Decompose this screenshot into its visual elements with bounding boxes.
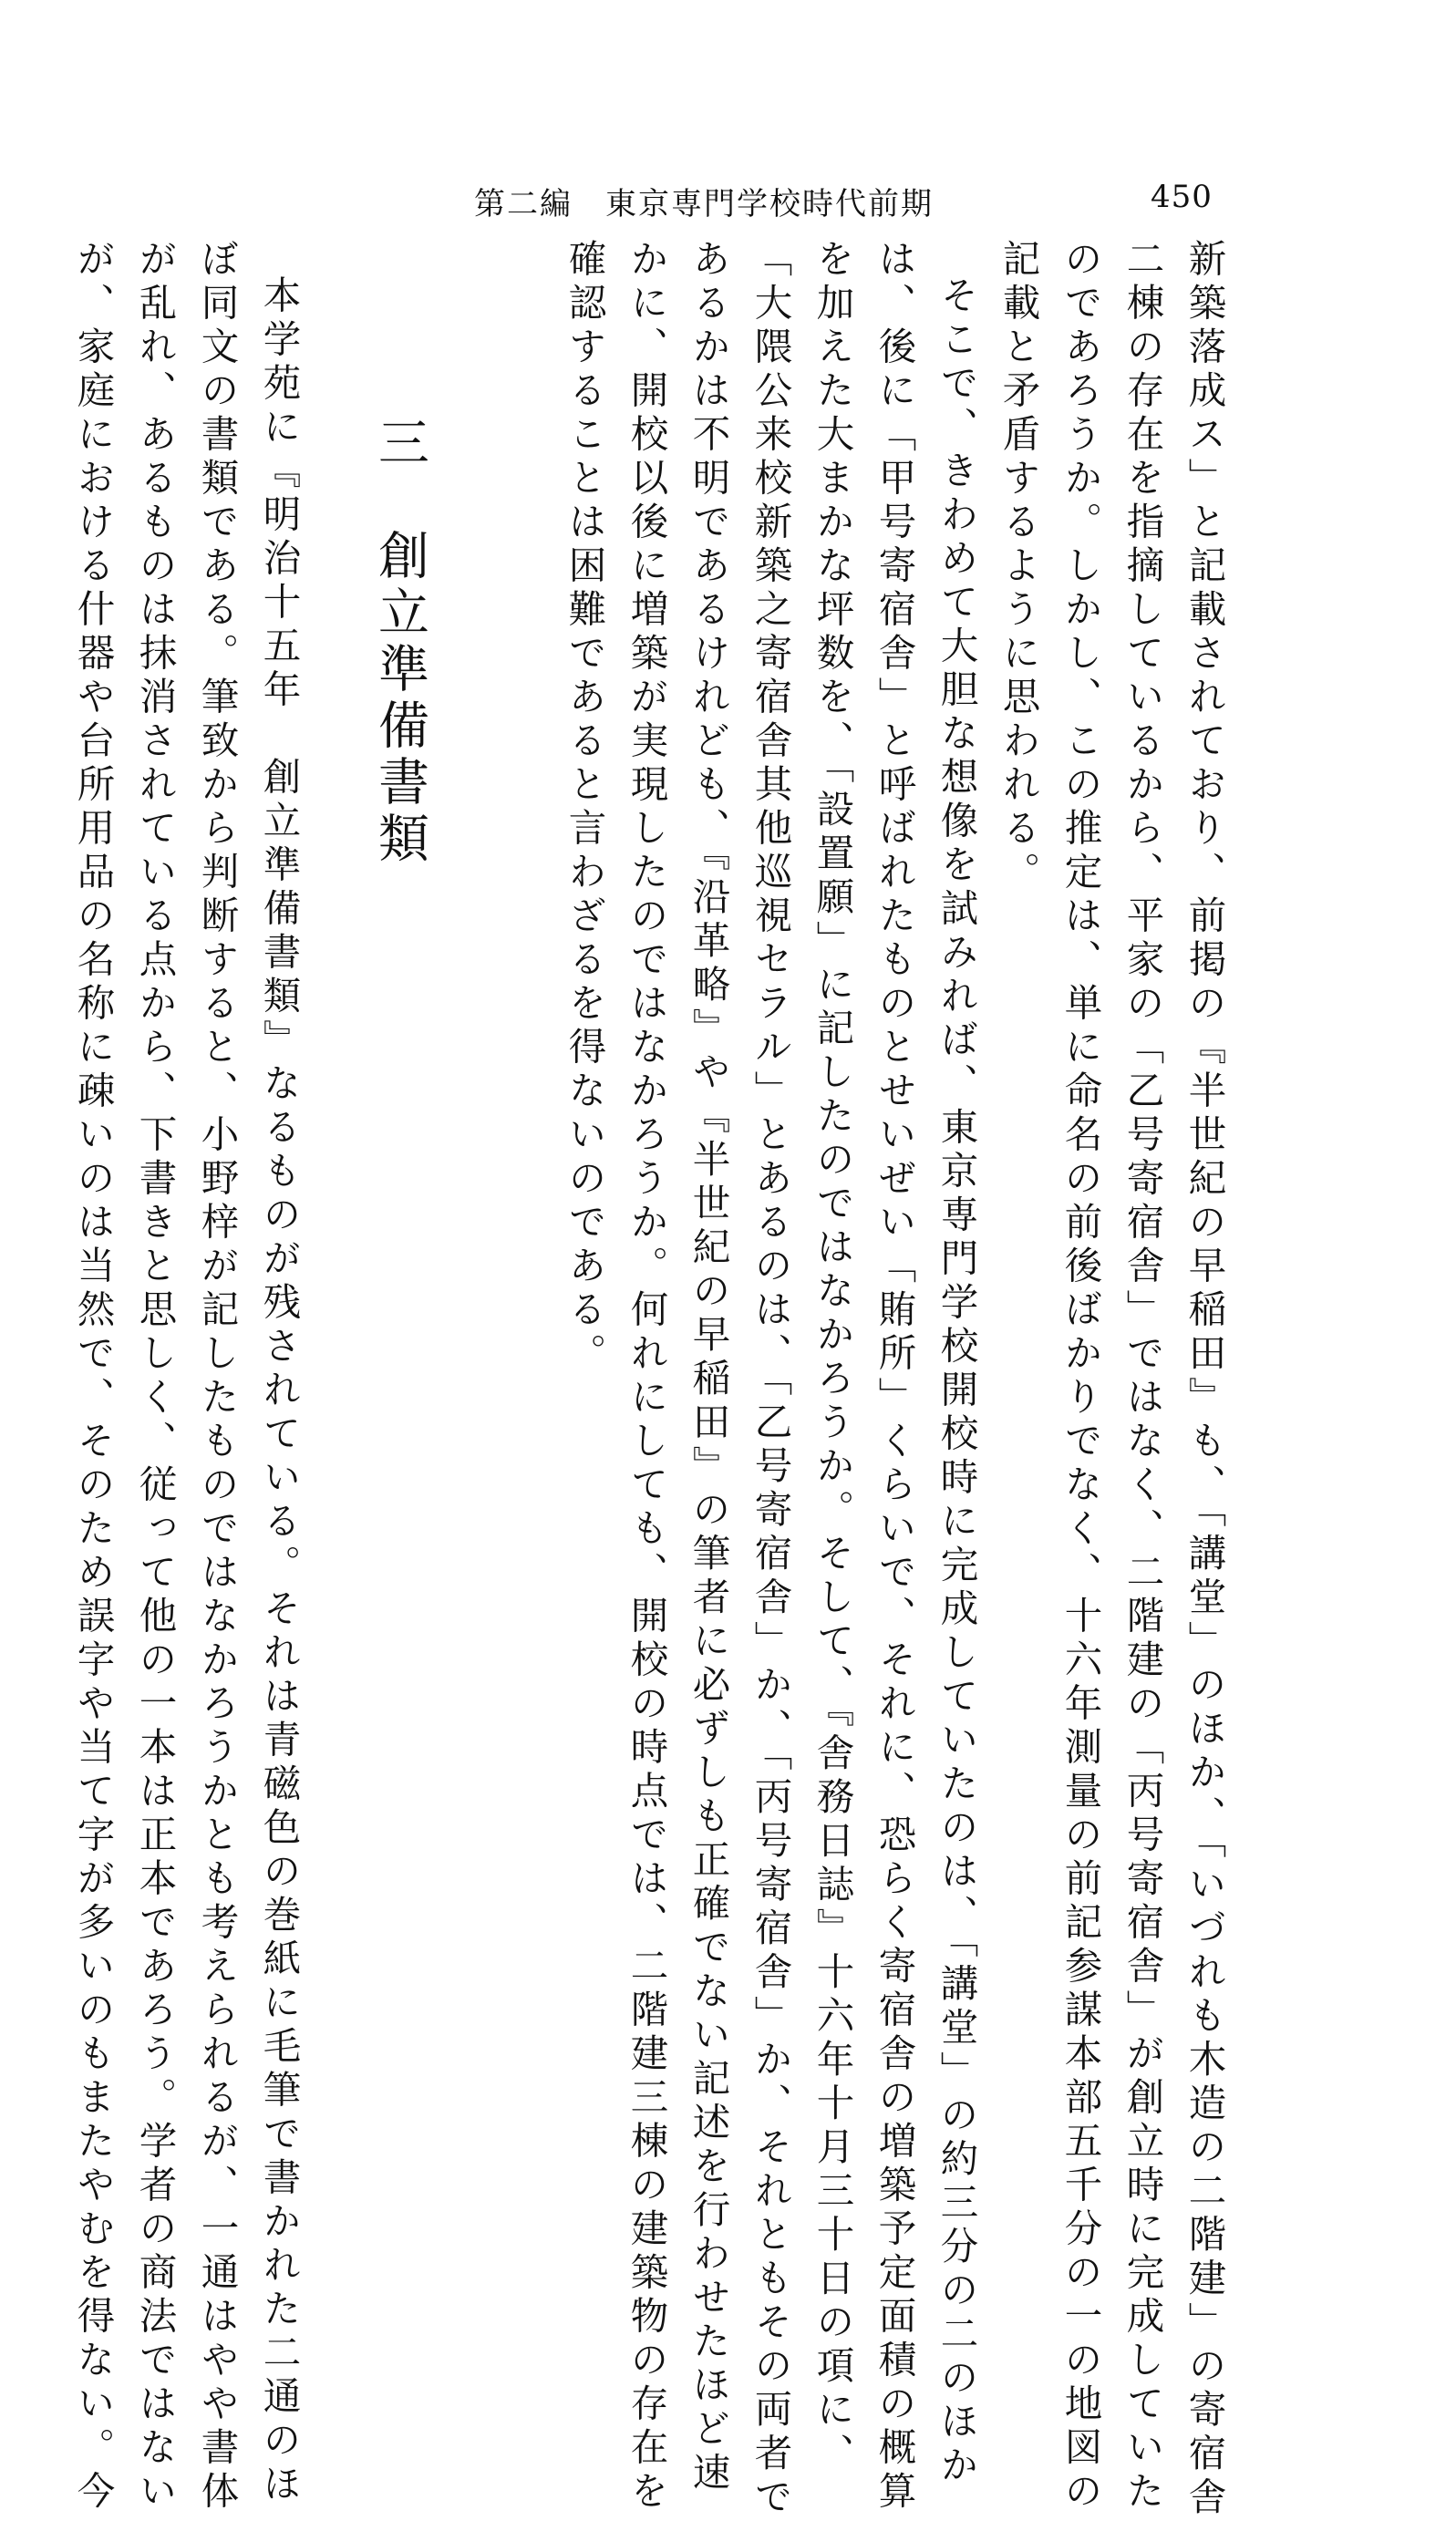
text-column: のであろうか。しかし、この推定は、単に命名の前後ばかりでなく、十六年測量の前記参謀本部五千分の一の地図の [1058,239,1103,2515]
text-column: あるかは不明であるけれども、『沿革略』や『半世紀の早稲田』の筆者に必ずしも正確でない記述を行わせたほど速 [686,239,731,2496]
text-column: 新築落成ス」と記載されており、前掲の『半世紀の早稲田』も、「講堂」のほか、「いづれも木造の二階建」の寄宿舎 [1182,239,1227,2521]
running-head: 第二編 東京専門学校時代前期 [474,186,934,222]
section-heading: 三 創立準備書類 [370,416,429,868]
text-column: そこで、きわめて大胆な想像を試みれば、東京専門学校開校時に完成していたのは、「講堂」の約三分の二のほか [934,275,979,2489]
text-column: 二棟の存在を指摘しているから、平家の「乙号寄宿舎」ではなく、二階建の「丙号寄宿舎」が創立時に完成していた [1120,239,1165,2515]
text-column: は、後に「甲号寄宿舎」と呼ばれたものとせいぜい「賄所」くらいで、それに、恐らく寄宿舎の増築予定面積の概算 [872,239,917,2515]
text-column: 確認することは困難であると言わざるを得ないのである。 [562,239,607,1377]
text-column: 「大隈公来校新築之寄宿舎其他巡視セラル」とあるのは、「乙号寄宿舎」か、「丙号寄宿舎」か、それともその両者で [748,239,793,2521]
page-number: 450 [1151,179,1213,215]
text-column: ぼ同文の書類である。筆致から判断すると、小野梓が記したものではなかろうかとも考えられるが、一通はやや書体 [194,239,240,2515]
text-column: 記載と矛盾するように思われる。 [996,239,1041,895]
text-column: かに、開校以後に増築が実現したのではなかろうか。何れにしても、開校の時点では、二階建三棟の建築物の存在を [624,239,669,2515]
text-column: が乱れ、あるものは抹消されている点から、下書きと思しく、従って他の一本は正本であろう。学者の商法ではない [132,239,178,2515]
text-column: が、家庭における什器や台所用品の名称に疎いのは当然で、そのため誤字や当て字が多いのもまたやむを得ない。今 [70,239,116,2515]
text-column: 本学苑に『明治十五年 創立準備書類』なるものが残されている。それは青磁色の巻紙に毛筆で書かれた二通のほ [256,275,302,2507]
text-column: を加えた大まかな坪数を、「設置願」に記したのではなかろうか。そして、『舎務日誌』十六年十月三十日の項に、 [810,239,855,2477]
